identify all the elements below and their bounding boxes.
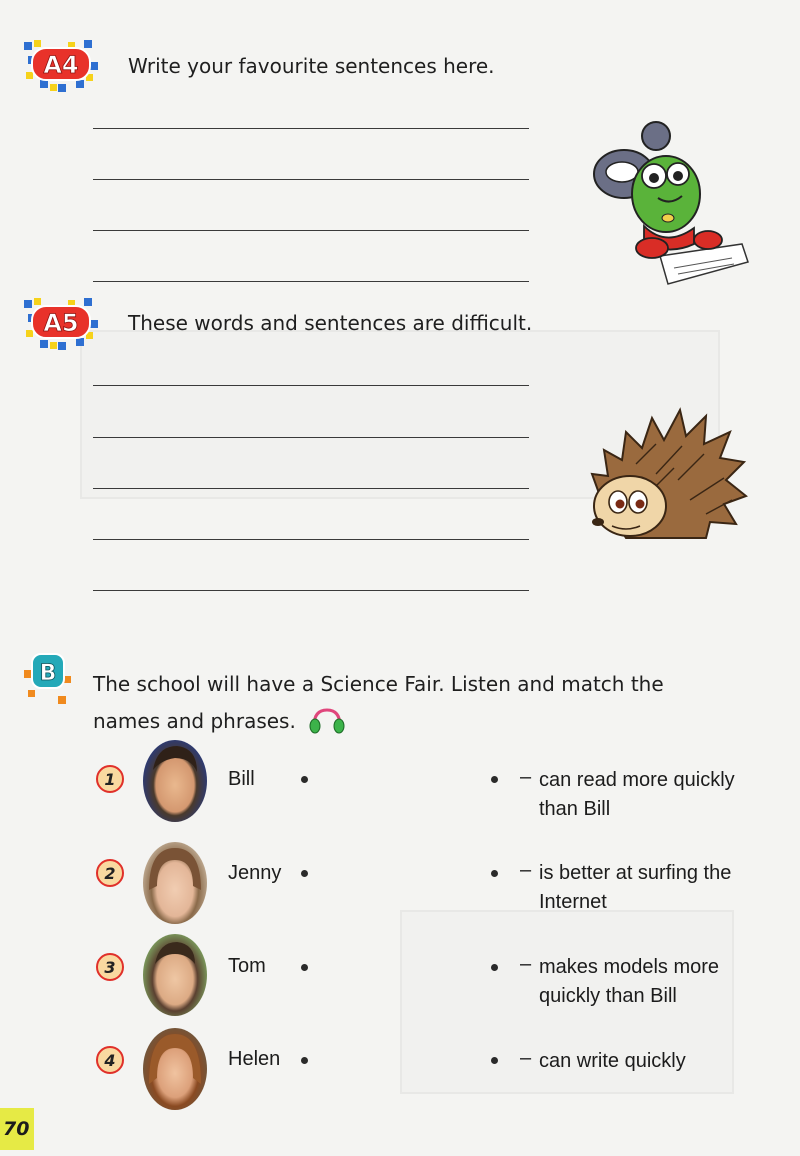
name-tom: Tom <box>228 955 266 977</box>
name-bill: Bill <box>228 768 255 790</box>
b-badge-label: B <box>39 661 57 686</box>
hedgehog-icon <box>586 404 748 546</box>
item-number-4 <box>95 1045 125 1075</box>
a4-badge-label: A4 <box>43 51 79 79</box>
name-helen: Helen <box>228 1048 281 1070</box>
cartoon-hedgehog <box>586 404 748 550</box>
match-dot-phrase-4[interactable] <box>491 1057 498 1064</box>
phrase-1: can read more quickly than Bill <box>539 769 735 820</box>
writing-line[interactable] <box>93 281 529 282</box>
a4-instruction: Write your favourite sentences here. <box>128 54 495 78</box>
a5-badge <box>24 298 100 356</box>
headphones-icon[interactable] <box>308 706 346 734</box>
phrase-2: is better at surfing the Internet <box>539 862 732 913</box>
b-instruction-text: The school will have a Science Fair. Listen and match the names and phrases. <box>93 672 664 733</box>
writing-line[interactable] <box>93 590 529 591</box>
photo-bill <box>143 740 207 822</box>
svg-text:4: 4 <box>104 1051 116 1070</box>
phrase-dash-4: – <box>520 1047 532 1069</box>
svg-text:3: 3 <box>104 958 116 977</box>
checker-badge-icon <box>24 650 74 708</box>
match-dot-phrase-1[interactable] <box>491 776 498 783</box>
phrase-dash-2: – <box>520 859 532 881</box>
match-dot-name-2[interactable] <box>301 870 308 877</box>
a5-instruction: These words and sentences are difficult. <box>128 311 533 335</box>
page-number: 70 <box>3 1118 30 1140</box>
photo-jenny <box>143 842 207 924</box>
writing-line[interactable] <box>93 385 529 386</box>
writing-line[interactable] <box>93 437 529 438</box>
creature-icon <box>582 116 754 286</box>
b-instruction <box>93 666 733 740</box>
a5-badge-label: A5 <box>43 309 79 337</box>
item-number-1 <box>95 764 125 794</box>
cartoon-creature-writing <box>582 116 754 290</box>
writing-line[interactable] <box>93 488 529 489</box>
match-dot-name-4[interactable] <box>301 1057 308 1064</box>
writing-line[interactable] <box>93 539 529 540</box>
b-badge <box>24 650 74 712</box>
checker-badge-icon <box>24 298 100 352</box>
a4-badge <box>24 40 100 98</box>
photo-helen <box>143 1028 207 1110</box>
name-jenny: Jenny <box>228 862 282 884</box>
item-number-3 <box>95 952 125 982</box>
match-dot-name-3[interactable] <box>301 964 308 971</box>
writing-line[interactable] <box>93 179 529 180</box>
phrase-dash-3: – <box>520 953 532 975</box>
phrase-3: makes models more quickly than Bill <box>539 956 720 1007</box>
match-dot-name-1[interactable] <box>301 776 308 783</box>
writing-line[interactable] <box>93 128 529 129</box>
checker-badge-icon <box>24 40 100 94</box>
match-dot-phrase-3[interactable] <box>491 964 498 971</box>
phrase-dash-1: – <box>520 766 532 788</box>
svg-text:2: 2 <box>104 864 116 883</box>
page-number-tab <box>0 1108 34 1150</box>
phrase-4: can write quickly <box>539 1050 686 1072</box>
photo-tom <box>143 934 207 1016</box>
writing-line[interactable] <box>93 230 529 231</box>
item-number-2 <box>95 858 125 888</box>
match-dot-phrase-2[interactable] <box>491 870 498 877</box>
svg-text:1: 1 <box>104 770 116 789</box>
